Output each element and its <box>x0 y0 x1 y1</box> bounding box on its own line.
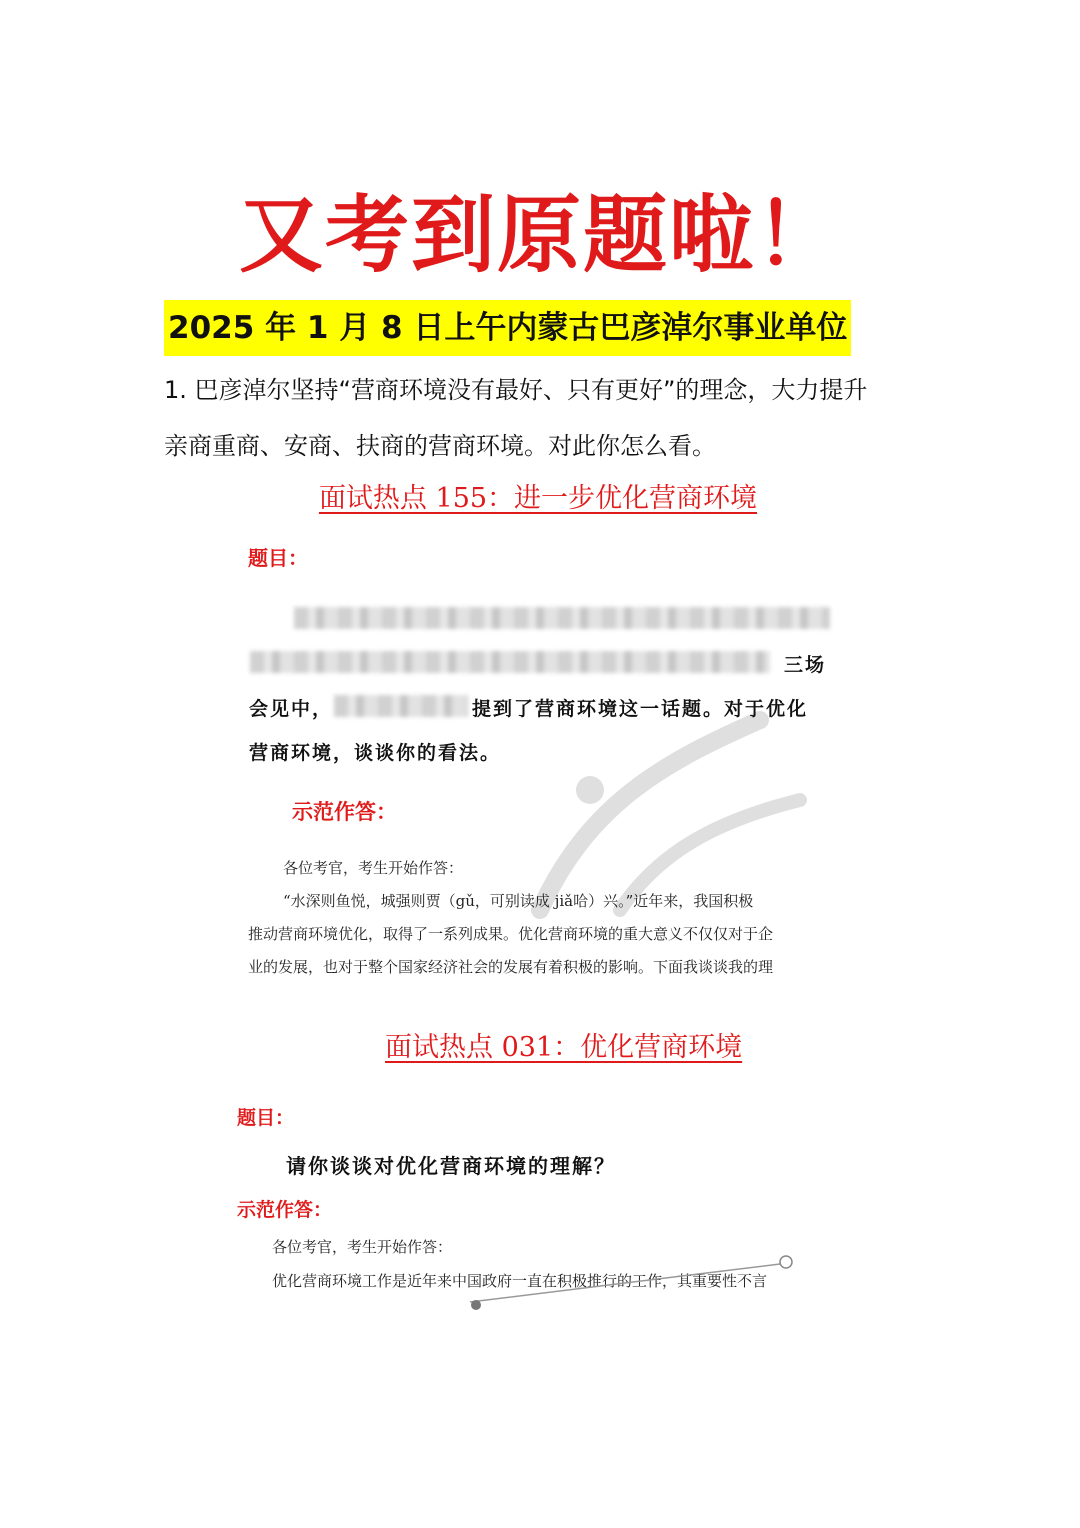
hotspot-155-question-line-3: 营商环境，谈谈你的看法。 <box>249 742 502 764</box>
exam-title-highlight: 2025 年 1 月 8 日上午内蒙古巴彦淖尔事业单位 <box>164 300 851 356</box>
hotspot-155-question-line-2a: 会见中， <box>249 698 334 720</box>
redacted-text <box>334 695 468 717</box>
hotspot-155-question-line-2b: 提到了营商环境这一话题。对于优化 <box>472 698 809 720</box>
hotspot-155-answer-line-1: 各位考官，考生开始作答： <box>283 859 464 877</box>
hotspot-155-question-label: 题目： <box>248 546 308 570</box>
hotspot-155-question-tail: 三场 <box>784 654 827 676</box>
question-text <box>164 362 944 474</box>
question-line-2: 亲商重商、安商、扶商的营商环境。对此你怎么看。 <box>164 432 716 460</box>
headline: 又考到原题啦！ <box>238 186 841 284</box>
question-line-1: 1. 巴彦淖尔坚持“营商环境没有最好、只有更好”的理念，大力提升 <box>164 376 868 404</box>
redacted-text <box>250 651 770 673</box>
hotspot-155-answer-line-4: 业的发展，也对于整个国家经济社会的发展有着积极的影响。下面我谈谈我的理 <box>248 958 774 976</box>
hotspot-155-answer-line-3: 推动营商环境优化，取得了一系列成果。优化营商环境的重大意义不仅仅对于企 <box>248 925 774 943</box>
hotspot-031-answer-line-1: 各位考官，考生开始作答： <box>272 1238 453 1256</box>
redacted-text <box>294 607 830 629</box>
hotspot-031-answer-label: 示范作答： <box>237 1199 333 1221</box>
hotspot-031-question-label: 题目： <box>237 1107 295 1129</box>
hotspot-155-title: 面试热点 155：进一步优化营商环境 <box>318 483 758 514</box>
hotspot-155-answer-line-2: “水深则鱼悦，城强则贾（gǔ，可别读成 jiǎ哈）兴。”近年来，我国积极 <box>283 892 754 910</box>
scribble-mark <box>460 1250 800 1310</box>
hotspot-031-question: 请你谈谈对优化营商环境的理解？ <box>286 1154 616 1178</box>
hotspot-031-title: 面试热点 031：优化营商环境 <box>385 1032 743 1063</box>
hotspot-031-answer-line-2: 优化营商环境工作是近年来中国政府一直在积极推行的工作，其重要性不言 <box>272 1272 768 1290</box>
hotspot-155-answer-label: 示范作答： <box>292 799 397 824</box>
